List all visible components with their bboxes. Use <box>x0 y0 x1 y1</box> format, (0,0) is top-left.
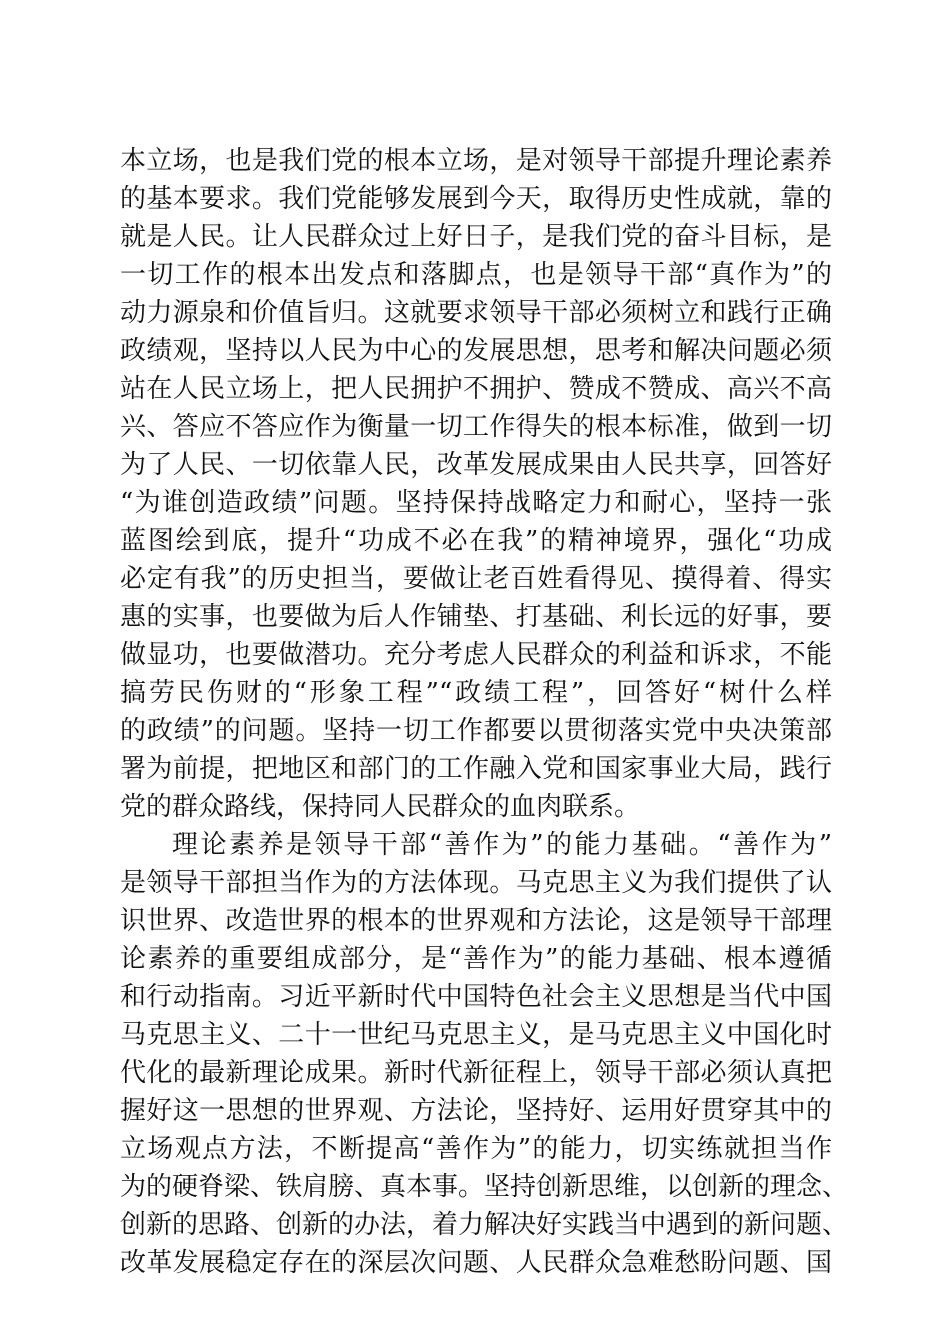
text-line: 为了人民、一切依靠人民，改革发展成果由人民共享，回答好 <box>120 450 832 480</box>
text-line: 必定有我”的历史担当，要做让老百姓看得见、摸得着、得实 <box>120 564 832 594</box>
text-line: 是领导干部担当作为的方法体现。马克思主义为我们提供了认 <box>120 868 832 898</box>
text-line: 识世界、改造世界的根本的世界观和方法论，这是领导干部理 <box>120 906 832 936</box>
text-line: 改革发展稳定存在的深层次问题、人民群众急难愁盼问题、国 <box>120 1248 832 1278</box>
text-line: 一切工作的根本出发点和落脚点，也是领导干部“真作为”的 <box>120 260 832 290</box>
text-line: 和行动指南。习近平新时代中国特色社会主义思想是当代中国 <box>120 982 832 1012</box>
text-line: 做显功，也要做潜功。充分考虑人民群众的利益和诉求，不能 <box>120 640 832 670</box>
text-line: 握好这一思想的世界观、方法论，坚持好、运用好贯穿其中的 <box>120 1096 832 1126</box>
text-line: 为的硬脊梁、铁肩膀、真本事。坚持创新思维，以创新的理念、 <box>120 1172 849 1202</box>
text-line: 马克思主义、二十一世纪马克思主义，是马克思主义中国化时 <box>120 1020 832 1050</box>
text-line: 立场观点方法，不断提高“善作为”的能力，切实练就担当作 <box>120 1134 832 1164</box>
text-line: 论素养的重要组成部分，是“善作为”的能力基础、根本遵循 <box>120 944 832 974</box>
text-line: 惠的实事，也要做为后人作铺垫、打基础、利长远的好事，要 <box>120 602 832 632</box>
text-line: 党的群众路线，保持同人民群众的血肉联系。 <box>120 792 641 822</box>
text-line: 署为前提，把地区和部门的工作融入党和国家事业大局，践行 <box>120 754 832 784</box>
text-line: 兴、答应不答应作为衡量一切工作得失的根本标准，做到一切 <box>120 412 832 442</box>
text-line: “为谁创造政绩”问题。坚持保持战略定力和耐心，坚持一张 <box>120 488 832 518</box>
text-line: 代化的最新理论成果。新时代新征程上，领导干部必须认真把 <box>120 1058 832 1088</box>
text-line: 动力源泉和价值旨归。这就要求领导干部必须树立和践行正确 <box>120 298 832 328</box>
text-line: 政绩观，坚持以人民为中心的发展思想，思考和解决问题必须 <box>120 336 832 366</box>
text-line: 的基本要求。我们党能够发展到今天，取得历史性成就，靠的 <box>120 184 832 214</box>
text-line: 创新的思路、创新的办法，着力解决好实践当中遇到的新问题、 <box>120 1210 849 1240</box>
text-line: 本立场，也是我们党的根本立场，是对领导干部提升理论素养 <box>120 146 832 176</box>
text-line: 站在人民立场上，把人民拥护不拥护、赞成不赞成、高兴不高 <box>120 374 832 404</box>
text-line: 理论素养是领导干部“善作为”的能力基础。“善作为” <box>172 830 832 860</box>
text-line: 搞劳民伤财的“形象工程”“政绩工程”，回答好“树什么样 <box>120 678 832 708</box>
text-line: 的政绩”的问题。坚持一切工作都要以贯彻落实党中央决策部 <box>120 716 832 746</box>
text-line: 就是人民。让人民群众过上好日子，是我们党的奋斗目标，是 <box>120 222 832 252</box>
text-line: 蓝图绘到底，提升“功成不必在我”的精神境界，强化“功成 <box>120 526 832 556</box>
